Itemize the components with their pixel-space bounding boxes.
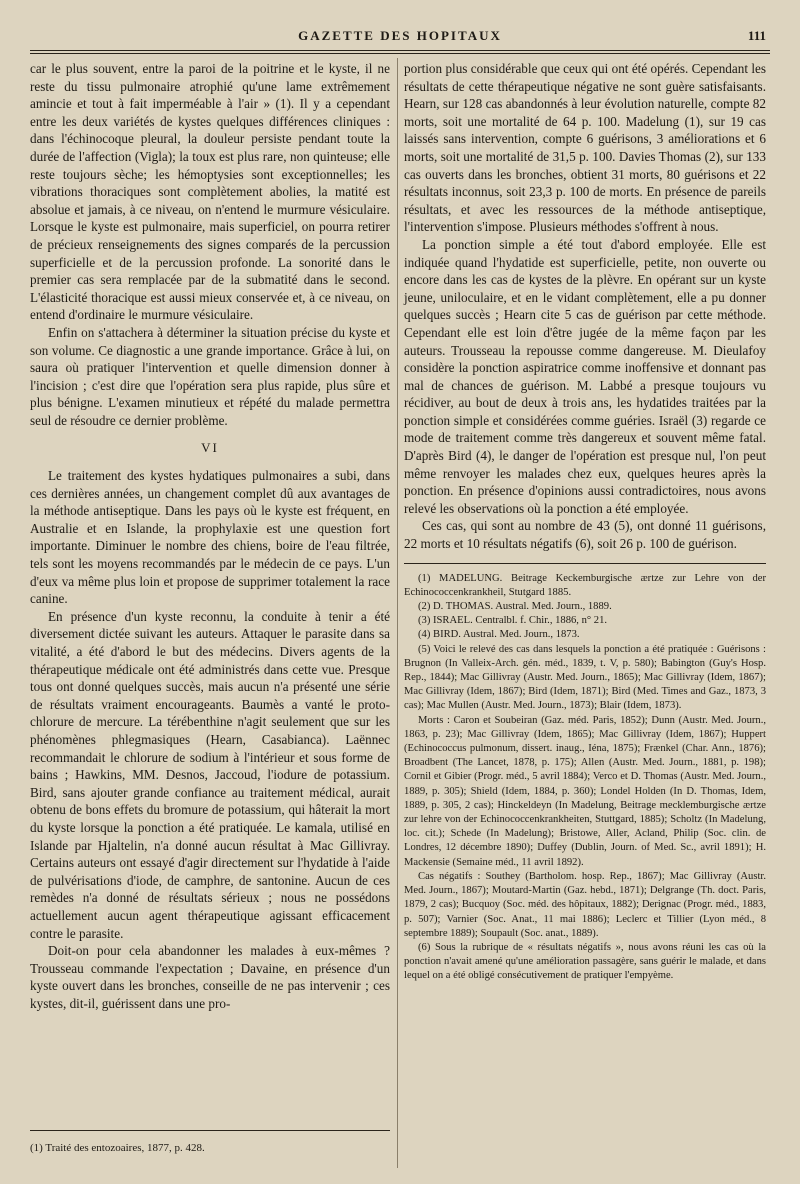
header-rule (30, 50, 770, 51)
section-heading: VI (201, 440, 219, 456)
paragraph: Enfin on s'attachera à déterminer la situation précise du kyste et son volume. Ce diagnostic a une grande importance. Grâce à lui, on saura où pratiquer l'intervention et quelle dimension donner à l'incision ; c'est dire que l'opération sera plus rapide, plus sûre et plus bénigne. L'examen minutieux et répété du malade permettra seul de résoudre ce dernier problème. (30, 324, 390, 428)
left-footnote (30, 1130, 390, 1155)
page-header (30, 24, 770, 46)
left-column (30, 60, 390, 1012)
footnote-rule (30, 1130, 390, 1131)
page-number: 111 (747, 28, 766, 43)
right-column (404, 60, 766, 984)
note: (1) MADELUNG. Beitrage Keckemburgische ærtze zur Lehre von der Echinococcenkrankheil, Stutgard 1885. (404, 572, 766, 598)
paragraph: La ponction simple a été tout d'abord employée. Elle est indiquée quand l'hydatide est superficielle, petite, non ouverte ou encore dans les cas de kystes de la plèvre. En opérant sur un kyste jeune, uniloculaire, et en le vidant complètement, elle a pu donner quelques succès ; Hearn cite 5 cas de guérison par cette méthode. Cependant elle est loin d'être jugée de la même façon par les auteurs. Trousseau la repousse comme dangereuse. M. Dieulafoy considère la ponction aspiratrice comme inoffensive et donnant pas mal de chances de guérison. M. Labbé a presque toujours vu récidiver, au bout de deux à trois ans, les hydatides traitées par la ponction simple et considérées comme guéries. Israël (3) regarde ce mode de traitement comme très dangereux et souvent même fatal. D'après Bird (4), le danger de l'opération est presque nul, l'on peut même renvoyer les malades chez eux, quelques heures après la ponction. En présence d'opinions aussi contradictoires, nous avons relevé les observations où la ponction a été employée. (404, 236, 766, 516)
header-rule-double (30, 53, 770, 54)
note: (6) Sous la rubrique de « résultats négatifs », nous avons réuni les cas où la ponction n'avait amené qu'une amélioration passagère, sans guérir le malade, et dans lequel on a été obligé consécutivement de pratiquer l'empyème. (404, 941, 766, 982)
note: (3) ISRAEL. Centralbl. f. Chir., 1886, n° 21. (418, 615, 608, 627)
footnote-text: (1) Traité des entozoaires, 1877, p. 428. (30, 1142, 205, 1154)
note: Cas négatifs : Southey (Bartholom. hosp. Rep., 1867); Mac Gillivray (Austr. Med. Journ., 1867); Moutard-Martin (Gaz. hebd., 1871); Delgrange (Th. doct. Paris, 1879, 2 cas); Bucquoy (Soc. méd. des hôpitaux, 1882); Derignac (Progr. méd., 1883, p. 507); Varnier (Soc. Anat., 11 mai 1886); Leclerc et Tillier (Lyon méd., 8 septembre 1889); Soupault (Soc. anat., 1889). (404, 870, 766, 939)
column-divider (397, 58, 398, 1168)
paragraph: car le plus souvent, entre la paroi de la poitrine et le kyste, il ne reste du tissu pulmonaire atrophié qu'une lame extrêmement amincie et tout à fait imperméable à l'air » (1). Il y a cependant entre les deux variétés de kystes quelques différences cliniques : dans l'échinocoque pleural, la douleur persiste pendant toute la durée de l'affection (Vigla); la toux est plus rare, non quinteuse; elle reste toujours sèche; les hémoptysies sont exceptionnelles; les vibrations thoraciques sont complètement abolies, la matité est absolue et jamais, à ce niveau, on n'entend le murmure vésiculaire. Lorsque le kyste est pulmonaire, mais superficiel, on pourra retirer de précieux renseignements des signes comparés de la percussion superficielle et de la percussion profonde. La sonorité dans le premier cas sera remplacée par de la submatité dans le second. L'élasticité thoracique est aussi mieux conservée et, à ce niveau, on entend d'ordinaire le murmure vésiculaire. (30, 61, 390, 323)
note: (5) Voici le relevé des cas dans lesquels la ponction a été pratiquée : Guérisons : Brugnon (In Valleix-Arch. gén. méd., 1839, t. V, p. 580); Babington (Guy's Hosp. Rep., 1844); Mac Gillivray (Austr. Med. Journ., 1865); Mac Gillivray (Idem, 1867); Mac Gillivray (Idem, 1867); Bird (Idem, 1871); Bird (Med. Times and Gaz., 1873, 3 cas); Mac Mullen (Austr. Med. Journ., 1873); Blair (Idem, 1873). (404, 643, 766, 712)
notes-block (404, 572, 766, 984)
paragraph: Ces cas, qui sont au nombre de 43 (5), ont donné 11 guérisons, 22 morts et 10 résultats négatifs (6), soit 26 p. 100 de guérison. (404, 518, 766, 552)
paragraph: En présence d'un kyste reconnu, la conduite à tenir a été diversement dictée suivant les auteurs. Attaquer le parasite dans sa vitalité, a été d'abord le but des médecins. Divers agents de la thérapeutique médicale ont été administrés dans cette vue. Presque tous ont donné quelques succès, mais aucun n'a présenté une série de résultats vraiment encourageants. Baumès a vanté le proto-chlorure de mercure. La térébenthine n'agit seulement que sur les phénomènes phlegmasiques (Hearn, Casabianca). Laënnec recommandait le chlorure de sodium à l'intérieur et sous forme de bains ; Hawkins, MM. Desnos, Jaccoud, l'iodure de potassium. Bird, sans ajouter grande confiance au traitement médical, aurait obtenu de bons effets du bromure de potassium, qui hâterait la mort du kyste lorsque la ponction a été pratiquée. Le kamala, utilisé en Islande par Hjaltelin, n'a donné aucun résultat à Mac Gillivray. Certains auteurs ont essayé d'agir directement sur l'hydatide à l'aide de pulvérisations d'iode, de camphre, de santonine. Aucun de ces remèdes n'a donné de résultats sérieux ; nous ne possédons actuellement aucun agent thérapeutique agissant efficacement contre le parasite. (30, 608, 390, 941)
notes-rule (404, 563, 766, 564)
note: (2) D. THOMAS. Austral. Med. Journ., 1889. (418, 601, 612, 613)
paragraph: portion plus considérable que ceux qui ont été opérés. Cependant les résultats de cette thérapeutique négative ne sont guère satisfaisants. Hearn, sur 128 cas abandonnés à leur évolution naturelle, compte 82 morts, soit une mortalité de 64 p. 100. Madelung (1), sur 19 cas laissés sans intervention, compte 6 guérisons, 3 améliorations et 6 morts, soit une mortalité de 31,5 p. 100. Davies Thomas (2), sur 133 cas ouverts dans les bronches, obtient 31 morts, 80 guérisons et 22 résultats inconnus, soit 23,3 p. 100 de morts. En présence de pareils résultats, et avec les ressources de la méthode antiseptique, l'intervention s'impose. Plusieurs méthodes s'offrent à nous. (404, 61, 766, 235)
paragraph: Doit-on pour cela abandonner les malades à eux-mêmes ? Trousseau commande l'expectation ; Davaine, en présence d'un kyste ouvert dans les bronches, conseille de ne pas intervenir ; ces kystes, dit-il, guérissent dans une pro- (30, 943, 390, 1011)
note: Morts : Caron et Soubeiran (Gaz. méd. Paris, 1852); Dunn (Austr. Med. Journ., 1863, p. 23); Mac Gillivray (Idem, 1865); Mac Gillivray (Idem, 1867); Huppert (Echinococcus pulmonum, dissert. inaug., Iéna, 1875); Frænkel (Char. Ann., 1876); Broadbent (The Lancet, 1878, p. 175); Allen (Austr. Med. Journ., 1881, p. 198); Cornil et Gibier (Progr. méd., 5 avril 1884); Verco et D. Thomas (Austr. Med. Journ., 1889, p. 305); Shield (Idem, 1884, p. 360); Londel Holden (In D. Thomas, Idem, 1889, p. 305, 2 cas); Hinckeldeyn (In Madelung, Beitrage mecklemburgische ærtze zur lehre von der Echinococcenkrankheiten, Stuttgard, 1885); Scholtz (In Madelung, loc. cit.); Schede (In Madelung); Bristowe, Aller, Acland, Philip (Soc. clin. de Londres, 12 décembre 1890); Duffey (Dublin, Journ. of Med. Sc., avril 1891); H. Mackensie (Semaine méd., 11 avril 1892). (404, 714, 766, 868)
paragraph: Le traitement des kystes hydatiques pulmonaires a subi, dans ces dernières années, un changement complet dû aux avantages de la méthode antiseptique. Dans les pays où le kyste est fréquent, en Australie et en Islande, la prophylaxie est une question fort importante. Diminuer le nombre des chiens, boire de l'eau filtrée, tels sont les moyens recommandés par le médecin de ce pays. L'un d'eux va même plus loin et propose de supprimer totalement la race canine. (30, 468, 390, 607)
journal-title: GAZETTE DES HOPITAUX (298, 28, 502, 43)
note: (4) BIRD. Austral. Med. Journ., 1873. (418, 629, 580, 641)
